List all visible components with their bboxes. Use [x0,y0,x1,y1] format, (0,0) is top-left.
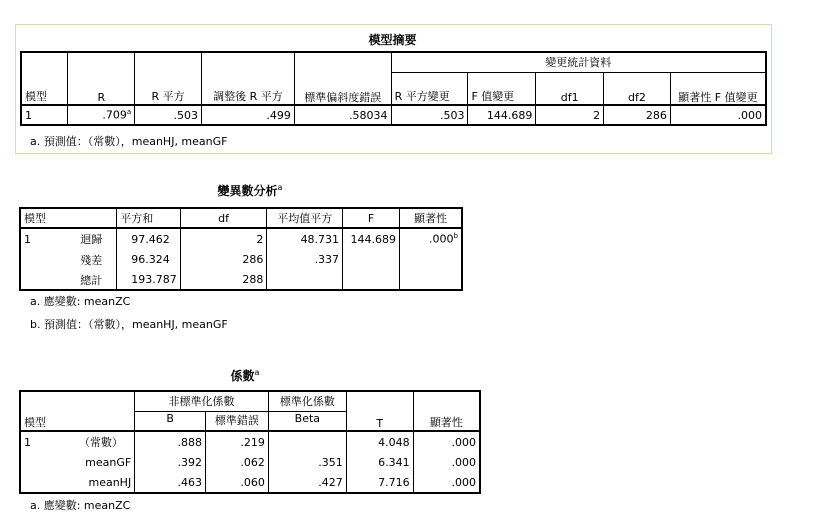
anova-row-ms [267,270,343,290]
anova-row-residual [20,249,462,270]
anova-row-model: 1 [20,228,66,249]
coef-row-beta [268,431,346,452]
col-header-f-change: F 值變更 [468,72,536,105]
coef-row-sig: .000 [413,452,480,473]
anova-title [170,182,330,199]
anova-row-sig [399,270,462,290]
anova-row-label: 殘差 [80,253,103,267]
anova-col-ss: 平方和 [117,208,181,228]
anova-col-sig: 顯著性 [399,208,462,228]
anova-row-sig-value: .000 [429,232,454,246]
coef-col-se: 標準錯誤 [205,411,268,431]
coef-row-label: meanGF [85,456,132,469]
anova-col-df: df [180,208,267,228]
anova-row-sig [399,249,462,270]
anova-row-sig [399,228,462,249]
col-header-r2: R 平方 [135,52,202,105]
coef-col-model: 模型 [20,391,135,431]
model-summary-table [20,51,767,126]
coef-row-meanhj [20,473,480,493]
coef-row-constant [20,431,480,452]
coef-col-b: B [135,411,206,431]
col-header-sig-f: 顯著性 F 值變更 [670,72,766,105]
anova-row-total [20,270,462,290]
anova-col-f: F [343,208,400,228]
coef-row-sig: .000 [413,473,480,493]
coef-col-sig: 顯著性 [413,391,480,431]
coefficients-title [190,367,300,384]
cell-se: .58034 [294,105,391,125]
col-header-model: 模型 [21,52,68,105]
coef-row-se: .219 [205,431,268,452]
cell-r [68,105,135,125]
coef-row-model: 1 [20,431,68,452]
col-header-se: 標準偏斜度錯誤 [294,52,391,105]
cell-f-change: 144.689 [468,105,536,125]
anova-note-b: b. 預測值：（常數），meanHJ, meanGF [30,318,228,331]
col-header-df1: df1 [536,72,604,105]
anova-row-model [20,270,66,290]
coef-row-label: （常數） [68,431,135,452]
anova-row-sig-sup: b [453,232,458,241]
anova-row-ss: 97.462 [117,228,181,249]
coef-row-label: meanHJ [68,473,135,493]
anova-row-df: 2 [180,228,267,249]
anova-row-f [343,270,400,290]
coef-row-beta: .427 [268,473,346,493]
cell-sig-f: .000 [670,105,766,125]
cell-adj-r2: .499 [202,105,295,125]
coef-row-t: 6.341 [346,452,413,473]
anova-row-label: 迴歸 [80,233,103,246]
anova-row-f [343,249,400,270]
model-summary-note-a: a. 預測值：（常數），meanHJ, meanGF [30,135,228,148]
coef-row-model [20,452,68,473]
cell-r2-change: .503 [391,105,468,125]
anova-row-ss: 193.787 [117,270,181,290]
anova-table [19,207,463,291]
coef-row-b: .392 [135,452,206,473]
coef-row-model [20,473,68,493]
coef-col-beta: Beta [268,411,346,431]
cell-model: 1 [21,105,68,125]
coef-row-b: .463 [135,473,206,493]
change-stats-header: 變更統計資料 [391,52,766,72]
cell-df2: 286 [604,105,671,125]
anova-row-df: 286 [180,249,267,270]
coef-group-std: 標準化係數 [268,391,346,411]
anova-row-f: 144.689 [343,228,400,249]
anova-row-ms: .337 [267,249,343,270]
anova-row-df: 288 [180,270,267,290]
anova-col-ms: 平均值平方 [267,208,343,228]
coef-row-sig: .000 [413,431,480,452]
coef-row-meangf [20,452,480,473]
anova-row-label: 總計 [66,270,116,290]
coefficients-note-a: a. 應變數: meanZC [30,499,131,512]
coef-row-beta: .351 [268,452,346,473]
coef-row-b: .888 [135,431,206,452]
anova-row-ss: 96.324 [117,249,181,270]
model-summary-title: 模型摘要 [368,33,417,47]
coef-row-se: .062 [205,452,268,473]
anova-row-regression [20,228,462,249]
cell-r2: .503 [135,105,202,125]
coefficients-title-sup: a [254,368,260,377]
anova-title-text: 變異數分析 [217,184,278,198]
cell-df1: 2 [536,105,604,125]
coefficients-table [19,390,481,494]
cell-r-sup: a [126,108,132,117]
coef-group-unstd: 非標準化係數 [135,391,269,411]
anova-title-sup: a [277,183,283,192]
anova-row-ms: 48.731 [267,228,343,249]
anova-col-model: 模型 [20,208,117,228]
coef-row-t: 7.716 [346,473,413,493]
col-header-r2-change: R 平方變更 [391,72,468,105]
coefficients-title-text: 係數 [230,369,255,383]
col-header-df2: df2 [604,72,671,105]
cell-r-value: .709 [102,108,127,122]
coef-row-se: .060 [205,473,268,493]
col-header-r: R [68,52,135,105]
coef-col-t: T [346,391,413,431]
anova-row-model [20,249,66,270]
coef-row-t: 4.048 [346,431,413,452]
anova-note-a: a. 應變數: meanZC [30,295,131,308]
col-header-adj-r2: 調整後 R 平方 [202,52,295,105]
